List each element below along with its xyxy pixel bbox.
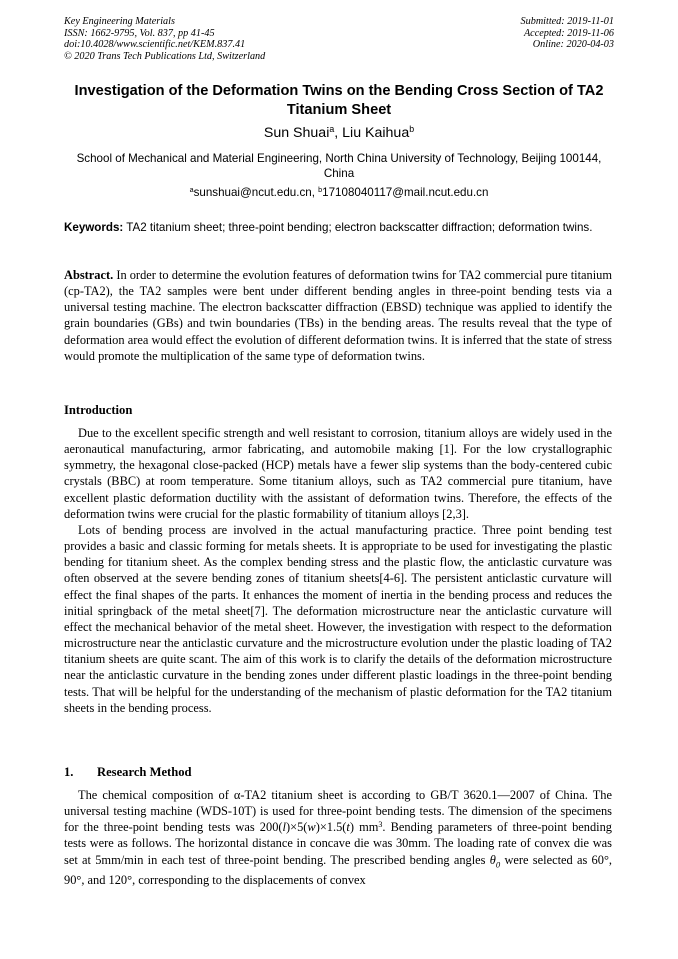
theta-subscript: 0 (495, 859, 501, 870)
method-text-part: The chemical composition of α-TA2 titanium sheet is according to GB/T 3620.1—2007 of China. The universal testing machine (WDS-10T) is used for three-point bending tests. The dimension of the specimens for the three-point bending tests was 200( (64, 788, 612, 835)
section-1-heading (64, 764, 192, 780)
cubic-superscript: 3 (378, 820, 383, 830)
abstract-text: In order to determine the evolution features of deformation twins for TA2 commercial pure titanium (cp-TA2), the TA2 samples were bent under different bending angles in three-point bending tests via a universal testing machine. The electron backscatter diffraction (EBSD) technique was applied to identify the grain boundaries (GBs) and twin boundaries (TBs) in the bending areas. The results reveal that the type of deformation area would effect the evolution of different deformation twins. It is inferred that the state of stress would promote the multiplication of the same type of deformation twins. (64, 268, 612, 363)
author-1: Sun Shuai (263, 125, 330, 141)
abstract (64, 267, 612, 364)
journal-info (64, 16, 265, 62)
email-a-marker: a (189, 185, 194, 195)
affiliation: School of Mechanical and Material Engineering, North China University of Technology, Beijing 100144, China (76, 152, 602, 180)
length-symbol: l (282, 820, 286, 835)
paper-title: Investigation of the Deformation Twins on the Bending Cross Section of TA2 Titanium Sheet (74, 83, 604, 118)
submitted-date: Submitted: 2019-11-01 (520, 16, 614, 27)
keywords (64, 221, 612, 236)
accepted-date: Accepted: 2019-11-06 (523, 27, 614, 39)
author-2: Liu Kaihua (342, 125, 410, 141)
method-text-part: were selected as 60°, 90°, and 120°, corresponding to the displacements of convex (64, 852, 612, 888)
section-1-number: 1. (64, 765, 74, 779)
keywords-label: Keywords: (64, 221, 124, 234)
doi-line: doi:10.4028/www.scientific.net/KEM.837.41 (64, 39, 246, 51)
intro-paragraph-2: Lots of bending process are involved in the actual manufacturing practice. Three point bending test provides a basic and classic forming for metals sheets. It is appropriate to be used for investigating the plastic bending for titanium sheet. As the complex bending stress and the plastic flow, the anticlastic curvature was often observed at the severe bending zones of titanium sheets[4-6]. The persistent anticlastic curvature will effect the final shapes of the parts. It enhances the moment of inertia in the bending process and reduces the initial springback of the metal sheet[7]. The deformation microstructure near the anticlastic curvature will effect the mechanical behavior of the metal sheet. However, the investigation with respect to the deformation microstructure near the anticlastic curvature and the microstructure evolution under the plastic loading of TA2 titanium sheets are quite scant. The aim of this work is to clarify the details of the deformation microstructure near the anticlastic curvature in the bending zones under different plastic loadings in the three-point bending tests. That will be helpful for the understanding of the mechanism of plastic deformation for the TA2 titanium sheets in the bending process. (64, 522, 612, 715)
method-paragraph-1 (64, 787, 612, 888)
submission-dates (521, 16, 614, 51)
theta-symbol: θ (489, 852, 496, 867)
online-date: Online: 2020-04-03 (532, 39, 614, 51)
introduction-heading: Introduction (64, 403, 133, 417)
research-method-body (64, 787, 612, 888)
author-separator: , (334, 125, 343, 141)
thickness-symbol: t (346, 820, 350, 835)
method-text-part: . Bending parameters of three-point bending tests were as follows. The horizontal distance in concave die was 30mm. The loading rate of convex die was set at 5mm/min in each test of three-point bending. The prescribed bending angles (64, 820, 612, 867)
author-emails (0, 185, 678, 200)
section-1-title: Research Method (97, 765, 192, 779)
introduction-body (64, 425, 612, 716)
method-text-part: ) mm (349, 820, 379, 835)
email-b[interactable]: 17108040117@mail.ncut.edu.cn (322, 186, 489, 199)
width-symbol: w (307, 820, 316, 835)
copyright-line: © 2020 Trans Tech Publications Ltd, Switzerland (64, 50, 266, 62)
email-a[interactable]: sunshuai@ncut.edu.cn, (193, 186, 319, 199)
keywords-text: TA2 titanium sheet; three-point bending; electron backscatter diffraction; deformation twins. (123, 221, 593, 234)
author-1-marker: a (329, 124, 335, 135)
author-2-marker: b (409, 124, 415, 135)
issn-line: ISSN: 1662-9795, Vol. 837, pp 41-45 (64, 27, 215, 39)
method-text-part: )×5( (285, 820, 308, 835)
journal-name: Key Engineering Materials (64, 16, 175, 27)
intro-paragraph-1: Due to the excellent specific strength and well resistant to corrosion, titanium alloys are widely used in the aeronautical manufacturing, armor fabricating, and automobile making [1]. For the low crystallographic symmetry, the hexagonal close-packed (HCP) metals have a fewer slip systems than the body-centered cubic crystals (BBC) at room temperature. Some titanium alloys, such as TA2 commercial pure titanium, have excellent plastic deformation ductility with the assistant of deformation twins. Therefore, the effects of the deformation twins were crucial for the plastic formability of titanium alloys [2,3]. (64, 426, 612, 521)
method-text-part: )×1.5( (315, 820, 347, 835)
email-b-marker: b (318, 185, 323, 195)
abstract-label: Abstract. (64, 268, 114, 282)
author-list (0, 124, 678, 142)
